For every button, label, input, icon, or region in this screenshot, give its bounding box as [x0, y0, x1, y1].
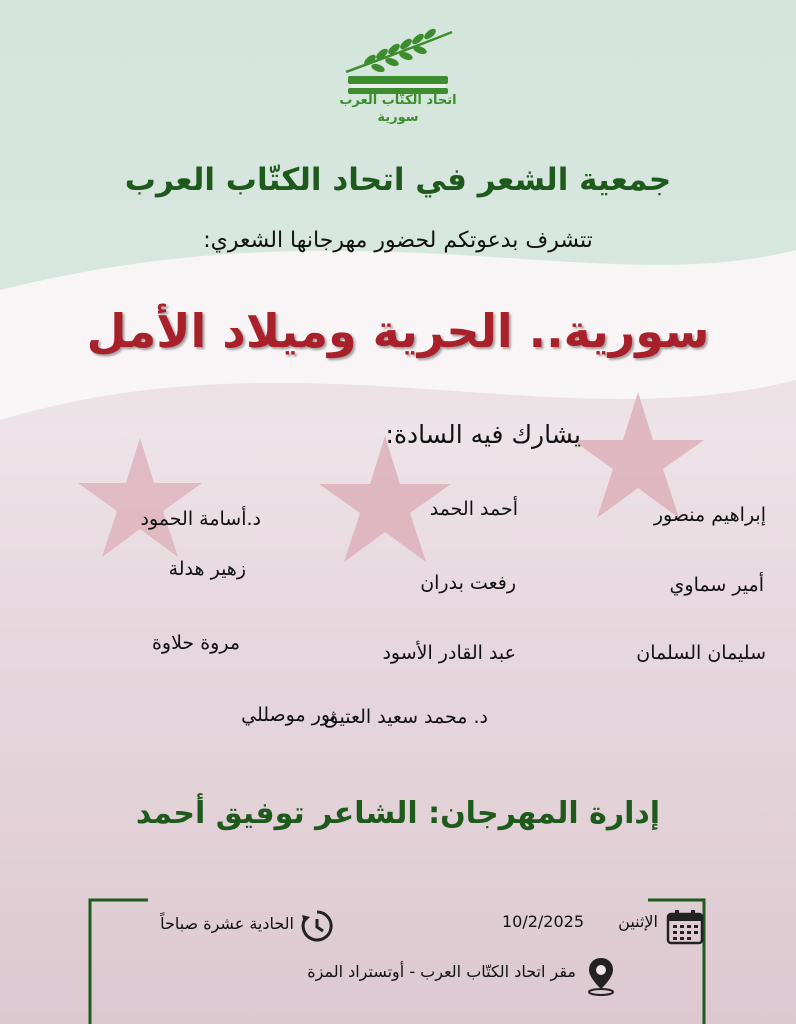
participant-name: أمير سماوي — [669, 574, 764, 596]
clock-icon — [300, 909, 334, 943]
event-location: مقر اتحاد الكتّاب العرب - أوتستراد المزة — [307, 962, 576, 981]
participant-name: نور موصللي — [241, 704, 336, 726]
participant-name: د. محمد سعيد العتيق — [323, 706, 488, 728]
invitation-text: تتشرف بدعوتكم لحضور مهرجانها الشعري: — [203, 228, 593, 253]
logo-line-2: سورية — [377, 110, 419, 125]
event-time: الحادية عشرة صباحاً — [160, 914, 294, 933]
participant-name: رفعت بدران — [420, 572, 516, 594]
participant-name: إبراهيم منصور — [653, 504, 766, 526]
festival-name: سورية.. الحرية وميلاد الأمل — [86, 304, 710, 358]
calendar-icon — [666, 909, 704, 945]
participant-name: أحمد الحمد — [429, 498, 518, 520]
event-date: 10/2/2025 — [501, 912, 584, 931]
page-title: جمعية الشعر في اتحاد الكتّاب العرب — [124, 162, 672, 198]
participants-heading: يشارك فيه السادة: — [385, 420, 581, 449]
logo-text — [318, 92, 478, 126]
logo-line-1: اتحاد الكتّاب العرب — [339, 93, 457, 108]
location-pin-icon — [586, 956, 616, 996]
participant-name: زهير هدلة — [168, 558, 246, 580]
participant-name: مروة حلاوة — [151, 632, 240, 654]
participant-name: عبد القادر الأسود — [382, 642, 516, 664]
participant-name: سليمان السلمان — [636, 642, 766, 664]
festival-management: إدارة المهرجان: الشاعر توفيق أحمد — [135, 796, 661, 831]
event-day: الإثنين — [618, 912, 658, 931]
participant-name: د.أسامة الحمود — [140, 508, 261, 530]
